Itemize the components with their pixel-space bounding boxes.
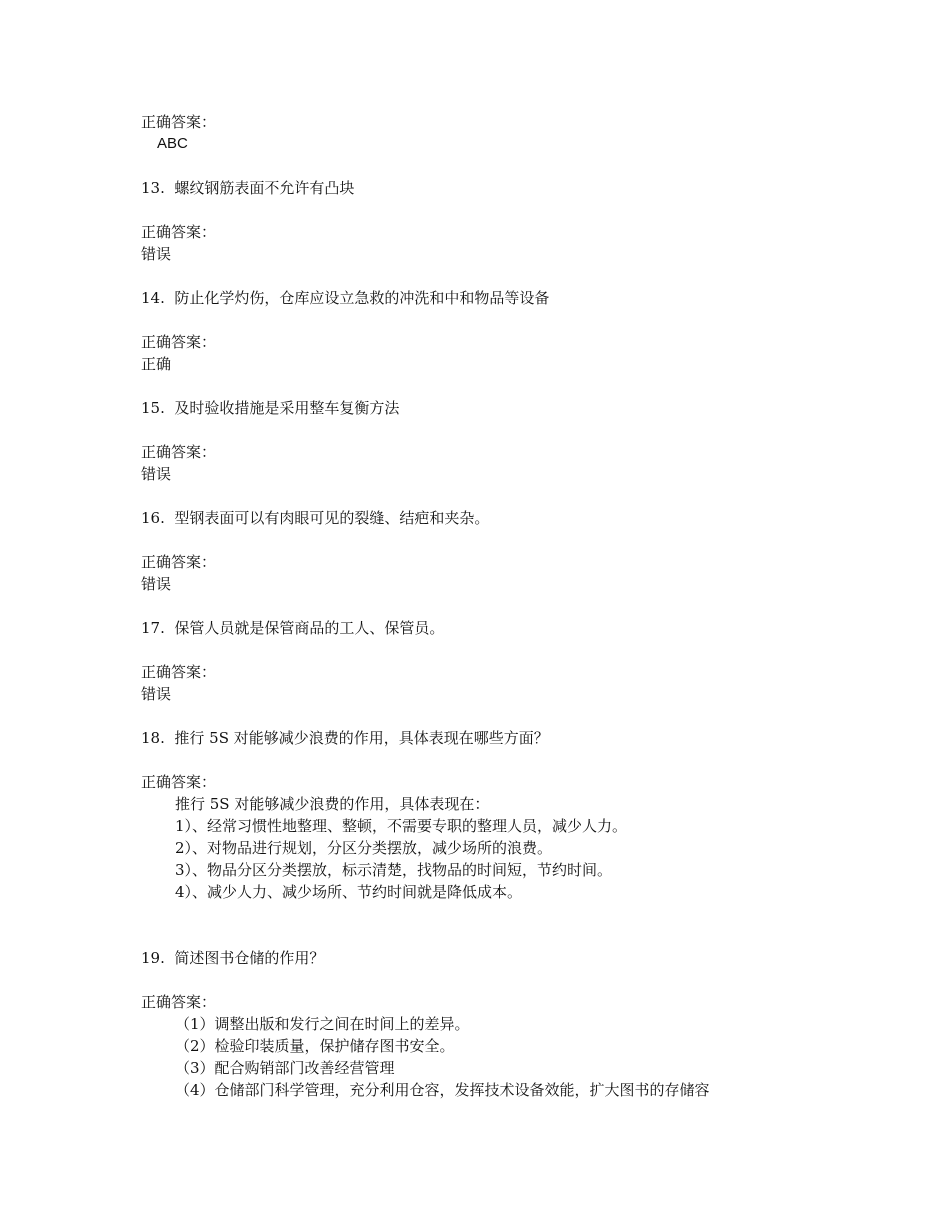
answer-line: 推行 5S 对能够减少浪费的作用，具体表现在： [175,795,490,813]
answer-value: 错误 [141,685,172,703]
answer-line: 3）、物品分区分类摆放，标示清楚，找物品的时间短，节约时间。 [175,861,613,879]
answer-value: 正确 [141,355,172,373]
question-number: 18. [141,729,165,747]
question-17 [141,617,861,639]
question-number: 19. [141,949,165,967]
question-number: 13. [141,179,165,197]
question-14 [141,287,861,309]
spacer [141,705,861,727]
question-15 [141,397,861,419]
question-18 [141,727,861,749]
question-text: 型钢表面可以有肉眼可见的裂缝、结疤和夹杂。 [174,509,490,527]
question-number: 16. [141,509,165,527]
answer-line: （4）仓储部门科学管理，充分利用仓容，发挥技术设备效能，扩大图书的存储容 [175,1081,710,1099]
question-number: 15. [141,399,165,417]
answer-value: 错误 [141,575,172,593]
question-text: 简述图书仓储的作用？ [174,949,325,967]
answer-label: 正确答案： [141,993,217,1011]
spacer [141,529,861,551]
answer-label: 正确答案： [141,223,217,241]
question-13 [141,177,861,199]
answer-line: （1）调整出版和发行之间在时间上的差异。 [175,1015,470,1033]
spacer [141,309,861,331]
question-number: 17. [141,619,165,637]
answer-label: 正确答案： [141,333,217,351]
answer-line: 4）、减少人力、减少场所、节约时间就是降低成本。 [175,883,523,901]
answer-value: ABC [157,135,188,152]
answer-line: （2）检验印装质量，保护储存图书安全。 [175,1037,455,1055]
spacer [141,199,861,221]
question-text: 螺纹钢筋表面不允许有凸块 [174,179,355,197]
question-text: 保管人员就是保管商品的工人、保管员。 [174,619,445,637]
question-19 [141,947,861,969]
question-16 [141,507,861,529]
spacer [141,903,861,947]
answer-line: （3）配合购销部门改善经营管理 [175,1059,395,1077]
spacer [141,265,861,287]
spacer [141,639,861,661]
question-text: 推行 5S 对能够减少浪费的作用，具体表现在哪些方面？ [174,729,549,747]
spacer [141,375,861,397]
question-text: 及时验收措施是采用整车复衡方法 [174,399,400,417]
answer-line: 1）、经常习惯性地整理、整顿，不需要专职的整理人员，减少人力。 [175,817,628,835]
answer-value: 错误 [141,245,172,263]
spacer [141,419,861,441]
document-page [141,111,861,1101]
answer-line: 2）、对物品进行规划，分区分类摆放，减少场所的浪费。 [175,839,553,857]
spacer [141,155,861,177]
answer-label: 正确答案： [141,443,217,461]
answer-label: 正确答案： [141,663,217,681]
spacer [141,749,861,771]
answer-value: 错误 [141,465,172,483]
spacer [141,595,861,617]
answer-label: 正确答案： [141,553,217,571]
question-text: 防止化学灼伤，仓库应设立急救的冲洗和中和物品等设备 [174,289,550,307]
answer-label: 正确答案： [141,773,217,791]
question-number: 14. [141,289,165,307]
answer-label: 正确答案： [141,113,217,131]
spacer [141,485,861,507]
spacer [141,969,861,991]
